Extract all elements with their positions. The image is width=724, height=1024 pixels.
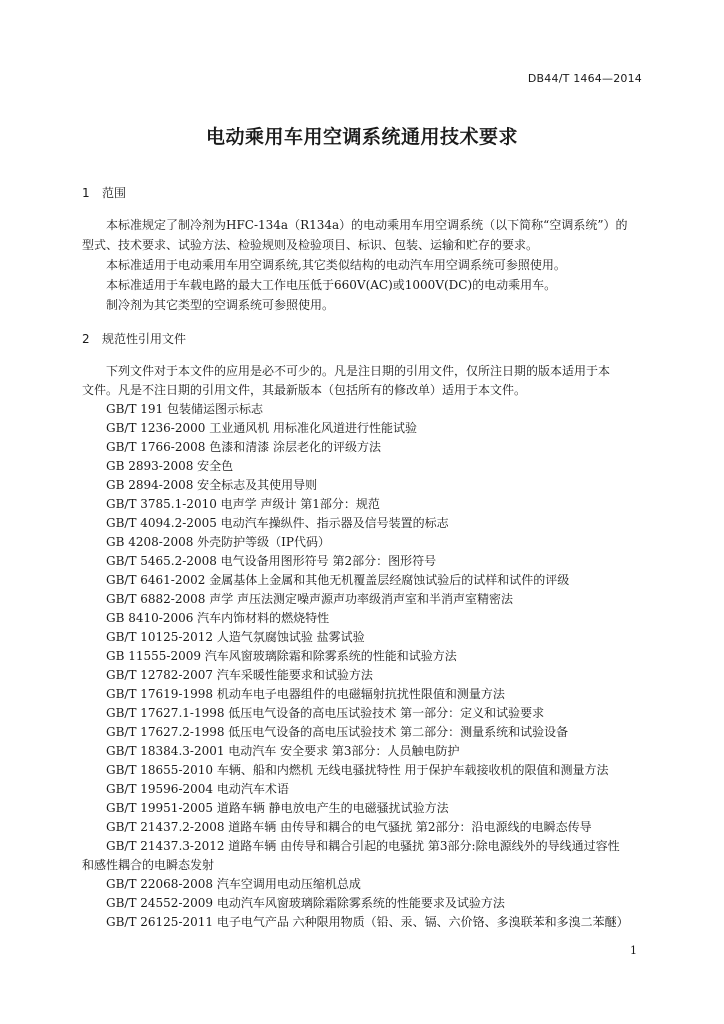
section-1-number: 1 — [82, 186, 90, 200]
reference-item: GB/T 3785.1-2010 电声学 声级计 第1部分：规范 — [106, 497, 380, 511]
reference-item: GB/T 4094.2-2005 电动汽车操纵件、指示器及信号装置的标志 — [106, 516, 449, 530]
section-1-paragraph: 本标准规定了制冷剂为HFC-134a（R134a）的电动乘用车用空调系统（以下简称“空调系统”）的 — [106, 218, 628, 232]
reference-item: GB/T 12782-2007 汽车采暖性能要求和试验方法 — [106, 668, 373, 682]
reference-item: GB/T 191 包装储运图示标志 — [106, 402, 263, 416]
section-2-title: 规范性引用文件 — [102, 332, 187, 346]
section-2-intro: 下列文件对于本文件的应用是必不可少的。凡是注日期的引用文件，仅所注日期的版本适用于本 — [106, 364, 611, 378]
reference-item: GB/T 6882-2008 声学 声压法测定噪声源声功率级消声室和半消声室精密法 — [106, 592, 514, 606]
reference-item: GB 4208-2008 外壳防护等级（IP代码） — [106, 535, 330, 549]
reference-item: GB/T 21437.3-2012 道路车辆 由传导和耦合引起的电骚扰 第3部分:除电源线外的导线通过容性 — [106, 839, 620, 853]
reference-item: GB 2893-2008 安全色 — [106, 459, 234, 473]
reference-item: GB/T 17627.1-1998 低压电气设备的高电压试验技术 第一部分：定义和试验要求 — [106, 706, 545, 720]
reference-item: GB/T 26125-2011 电子电气产品 六种限用物质（铅、汞、镉、六价铬、多溴联苯和多溴二苯醚） — [106, 915, 629, 929]
page-number: 1 — [630, 944, 637, 957]
section-1-title: 范围 — [102, 186, 127, 200]
reference-item: GB/T 18655-2010 车辆、船和内燃机 无线电骚扰特性 用于保护车载接收机的限值和测量方法 — [106, 763, 609, 777]
reference-item-continuation: 和感性耦合的电瞬态发射 — [82, 858, 215, 872]
reference-item: GB/T 18384.3-2001 电动汽车 安全要求 第3部分：人员触电防护 — [106, 744, 460, 758]
standard-code: DB44/T 1464—2014 — [527, 72, 642, 85]
reference-item: GB 11555-2009 汽车风窗玻璃除霜和除雾系统的性能和试验方法 — [106, 649, 457, 663]
reference-item: GB/T 1766-2008 色漆和清漆 涂层老化的评级方法 — [106, 440, 382, 454]
reference-item: GB/T 24552-2009 电动汽车风窗玻璃除霜除雾系统的性能要求及试验方法 — [106, 896, 505, 910]
section-1-paragraph: 制冷剂为其它类型的空调系统可参照使用。 — [106, 298, 335, 312]
reference-item: GB 2894-2008 安全标志及其使用导则 — [106, 478, 318, 492]
section-2-number: 2 — [82, 332, 90, 346]
document-title: 电动乘用车用空调系统通用技术要求 — [205, 126, 518, 148]
reference-item: GB/T 17627.2-1998 低压电气设备的高电压试验技术 第二部分：测量系统和试验设备 — [106, 725, 569, 739]
section-2-intro: 文件。凡是不注日期的引用文件，其最新版本（包括所有的修改单）适用于本文件。 — [82, 383, 527, 397]
reference-item: GB/T 1236-2000 工业通风机 用标准化风道进行性能试验 — [106, 421, 418, 435]
reference-item: GB/T 19951-2005 道路车辆 静电放电产生的电磁骚扰试验方法 — [106, 801, 449, 815]
section-2-heading — [82, 330, 186, 347]
reference-item: GB/T 5465.2-2008 电气设备用图形符号 第2部分：图形符号 — [106, 554, 437, 568]
section-1-paragraph: 本标准适用于电动乘用车用空调系统,其它类似结构的电动汽车用空调系统可参照使用。 — [106, 258, 566, 272]
reference-item: GB/T 6461-2002 金属基体上金属和其他无机覆盖层经腐蚀试验后的试样和试件的评级 — [106, 573, 570, 587]
reference-item: GB/T 21437.2-2008 道路车辆 由传导和耦合的电气骚扰 第2部分：沿电源线的电瞬态传导 — [106, 820, 592, 834]
reference-item: GB/T 19596-2004 电动汽车术语 — [106, 782, 289, 796]
reference-item: GB/T 17619-1998 机动车电子电器组件的电磁辐射抗扰性限值和测量方法 — [106, 687, 505, 701]
section-1-heading — [82, 184, 126, 201]
reference-item: GB/T 10125-2012 人造气氛腐蚀试验 盐雾试验 — [106, 630, 365, 644]
reference-item: GB 8410-2006 汽车内饰材料的燃烧特性 — [106, 611, 330, 625]
section-1-paragraph: 本标准适用于车载电路的最大工作电压低于660V(AC)或1000V(DC)的电动乘用车。 — [106, 278, 557, 292]
reference-item: GB/T 22068-2008 汽车空调用电动压缩机总成 — [106, 877, 361, 891]
section-1-paragraph: 型式、技术要求、试验方法、检验规则及检验项目、标识、包装、运输和贮存的要求。 — [82, 238, 539, 252]
